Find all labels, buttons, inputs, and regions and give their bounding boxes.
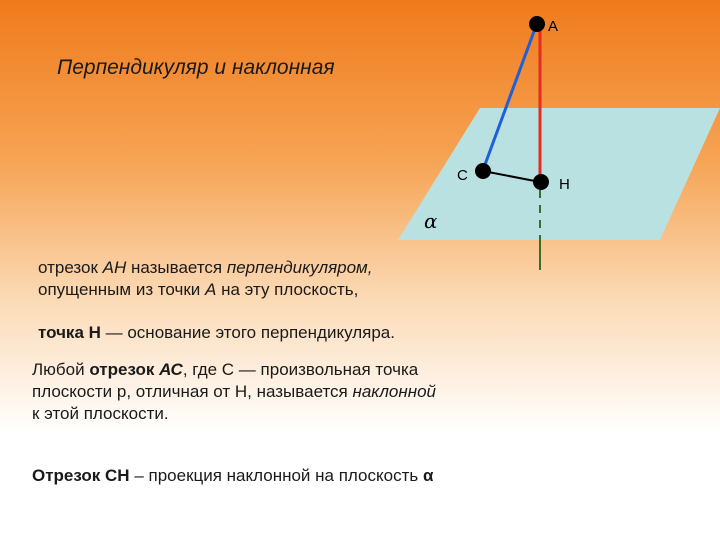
p3-w6: к этой плоскости. (32, 404, 169, 423)
p3-w4: , где С — произвольная точка плоскости р, отличная от Н, называется (32, 360, 419, 401)
label-h: H (559, 176, 570, 193)
p3-w2: отрезок (89, 360, 160, 379)
p1-w4: перпендикуляром, (226, 258, 373, 277)
p3-w1: Любой (32, 360, 90, 379)
p1-w2: АН (102, 258, 127, 277)
p2-w2: — основание этого перпендикуляра. (100, 323, 395, 342)
p1-w3: называется (126, 258, 227, 277)
p4-w2: – проекция наклонной на плоскость (129, 466, 423, 485)
plane-alpha (398, 108, 720, 240)
p1-w1: отрезок (38, 258, 103, 277)
definition-projection (32, 465, 433, 487)
point-h (533, 174, 549, 190)
p4-w1: Отрезок СН (32, 466, 130, 485)
p3-w5: наклонной (352, 382, 436, 401)
p1-w7: на эту плоскость, (216, 280, 359, 299)
label-c: C (457, 167, 468, 184)
label-a: A (548, 18, 559, 35)
p1-w6: А (205, 280, 217, 299)
point-a (529, 16, 545, 32)
point-c (475, 163, 491, 179)
definition-foot (38, 322, 395, 344)
label-plane-alpha: α (424, 209, 438, 233)
p3-w3: АС (159, 360, 183, 379)
p2-w1: точка Н (38, 323, 101, 342)
p4-w3: α (422, 466, 434, 485)
definition-perpendicular (38, 257, 438, 301)
definition-oblique (32, 359, 442, 425)
p1-w5: опущенным из точки (38, 280, 206, 299)
slide-title: Перпендикуляр и наклонная (57, 56, 335, 79)
